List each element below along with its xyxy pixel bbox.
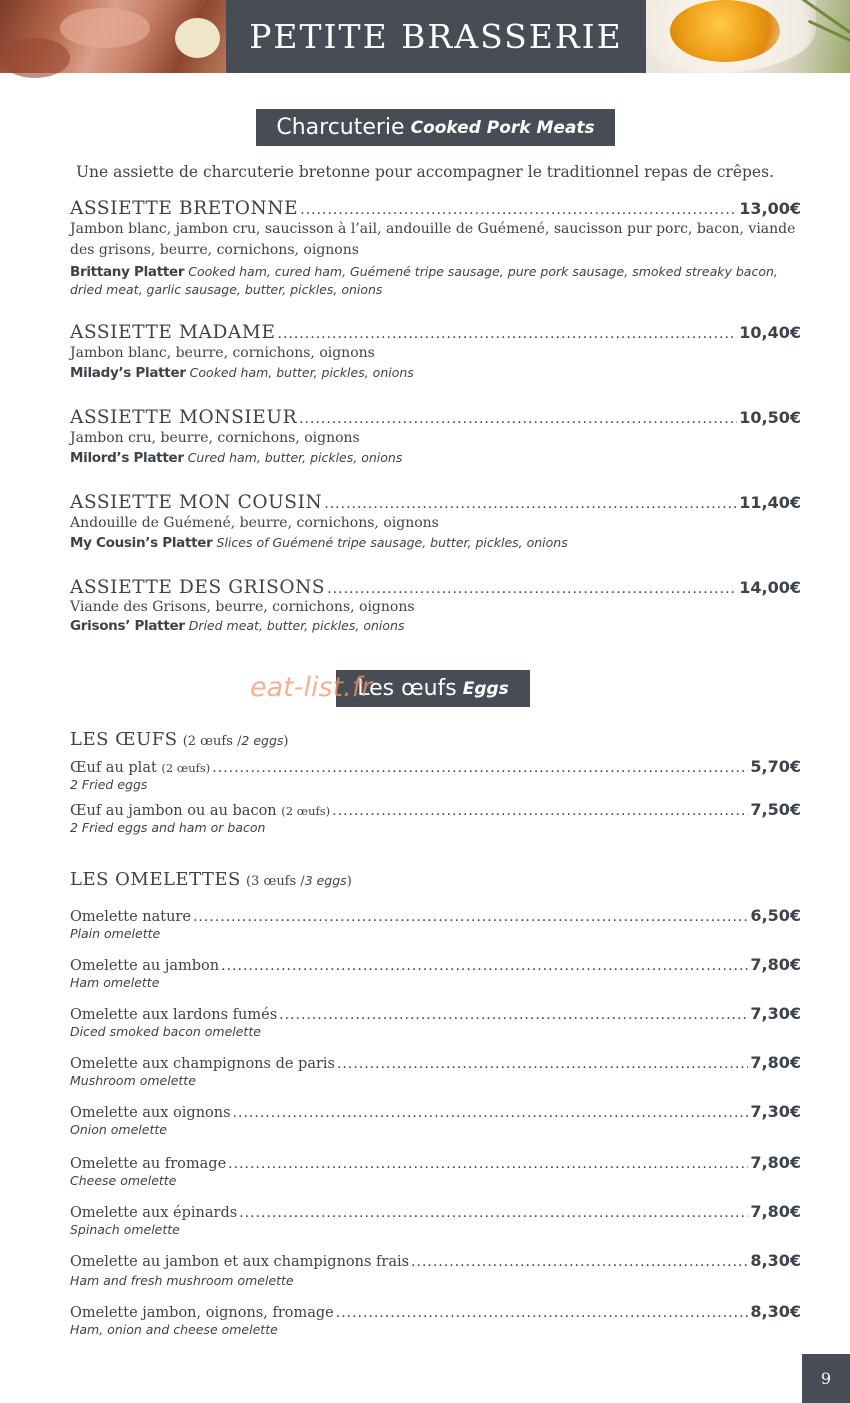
item-price: 7,80€	[750, 1202, 801, 1221]
menu-item	[70, 1302, 801, 1338]
item-translation: Diced smoked bacon omelette	[70, 1024, 261, 1039]
item-price: 13,00€	[739, 199, 801, 218]
item-description: Viande des Grisons, beurre, cornichons, oignons	[70, 599, 415, 615]
item-description: Andouille de Guémené, beurre, cornichons, oignons	[70, 515, 439, 531]
item-name: Omelette nature	[70, 909, 191, 925]
item-name: Omelette aux lardons fumés	[70, 1007, 278, 1023]
dot-leader	[337, 1056, 748, 1072]
dot-leader	[336, 1305, 749, 1321]
menu-item	[70, 757, 801, 793]
dot-leader	[327, 581, 737, 597]
section-title-fr: Charcuterie	[276, 115, 405, 140]
item-description-en: Slices of Guémené tripe sausage, butter, pickles, onions	[216, 535, 568, 550]
item-price: 7,50€	[750, 800, 801, 819]
menu-item	[70, 407, 801, 467]
menu-item	[70, 322, 801, 382]
item-name: Omelette au jambon et aux champignons frais	[70, 1254, 410, 1270]
dot-leader	[332, 803, 748, 819]
item-description-en: Cooked ham, butter, pickles, onions	[189, 365, 414, 380]
item-translation: Ham and fresh mushroom omelette	[70, 1273, 294, 1288]
menu-item	[70, 800, 801, 836]
item-translation	[70, 617, 801, 635]
item-price: 7,80€	[750, 955, 801, 974]
menu-item	[70, 1153, 801, 1189]
item-description: Jambon cru, beurre, cornichons, oignons	[70, 430, 360, 446]
subsection-heading-omelettes	[70, 869, 352, 890]
dot-leader	[221, 958, 748, 974]
item-name: Omelette aux oignons	[70, 1105, 231, 1121]
item-translation	[70, 364, 801, 382]
item-name-en: Grisons’ Platter	[70, 618, 185, 634]
item-translation: Plain omelette	[70, 926, 161, 941]
dot-leader	[233, 1105, 749, 1121]
butter-piece	[175, 18, 220, 58]
item-name: Omelette jambon, oignons, fromage	[70, 1305, 334, 1321]
sausage-slice	[0, 38, 70, 78]
item-price: 10,40€	[739, 323, 801, 342]
item-name: Œuf au plat (2 œufs)	[70, 760, 211, 776]
menu-item	[70, 1004, 801, 1040]
section-title-en: Cooked Pork Meats	[410, 117, 595, 138]
menu-item	[70, 1053, 801, 1089]
item-price: 7,30€	[750, 1004, 801, 1023]
menu-item	[70, 577, 801, 635]
item-price: 6,50€	[750, 906, 801, 925]
header	[0, 0, 850, 73]
dot-leader	[228, 1156, 748, 1172]
dot-leader	[278, 326, 738, 342]
item-price: 5,70€	[750, 757, 801, 776]
item-translation: Ham, onion and cheese omelette	[70, 1322, 278, 1337]
page-number: 9	[802, 1354, 850, 1403]
restaurant-title: PETITE BRASSERIE	[249, 17, 623, 56]
charcuterie-intro: Une assiette de charcuterie bretonne pour accompagner le traditionnel repas de crêpes.	[75, 163, 774, 181]
item-description: Jambon blanc, beurre, cornichons, oignons	[70, 345, 375, 361]
dot-leader	[324, 496, 737, 512]
item-price: 8,30€	[750, 1302, 801, 1321]
item-name: ASSIETTE MADAME	[70, 322, 276, 343]
item-price: 11,40€	[739, 493, 801, 512]
item-price: 7,80€	[750, 1053, 801, 1072]
item-translation: Spinach omelette	[70, 1222, 180, 1237]
item-price: 8,30€	[750, 1251, 801, 1270]
section-title-fr: Les œufs	[357, 676, 457, 701]
section-banner-charcuterie	[256, 109, 615, 146]
item-name-en: Milady’s Platter	[70, 365, 186, 381]
menu-item	[70, 906, 801, 942]
dot-leader	[193, 909, 748, 925]
dot-leader	[300, 202, 737, 218]
item-translation	[70, 534, 801, 552]
item-description-en: Cured ham, butter, pickles, onions	[187, 450, 403, 465]
menu-item	[70, 955, 801, 991]
item-name-en: My Cousin’s Platter	[70, 535, 213, 551]
item-price: 10,50€	[739, 408, 801, 427]
subsection-note: (2 œufs /2 eggs)	[182, 733, 289, 749]
item-translation: 2 Fried eggs and ham or bacon	[70, 820, 266, 835]
dot-leader	[239, 1205, 748, 1221]
dot-leader	[411, 1254, 748, 1270]
subsection-title: LES OMELETTES	[70, 869, 241, 890]
item-translation: 2 Fried eggs	[70, 777, 148, 792]
brand-banner	[226, 0, 646, 73]
egg-yolk	[670, 0, 780, 62]
item-price: 7,80€	[750, 1153, 801, 1172]
menu-item	[70, 1251, 801, 1289]
item-price: 7,30€	[750, 1102, 801, 1121]
item-name: ASSIETTE MONSIEUR	[70, 407, 298, 428]
item-name: Omelette au jambon	[70, 958, 220, 974]
item-name: ASSIETTE MON COUSIN	[70, 492, 323, 513]
item-name: Œuf au jambon ou au bacon (2 œufs)	[70, 803, 331, 819]
charcuterie-photo	[0, 0, 226, 73]
dot-leader	[212, 760, 748, 776]
item-translation: Ham omelette	[70, 975, 160, 990]
item-description: Jambon blanc, jambon cru, saucisson à l’ail, andouille de Guémené, saucisson pur porc, bacon, viande des grisons, beurre, cornichons, oignons	[70, 221, 796, 258]
subsection-title: LES ŒUFS	[70, 729, 178, 750]
item-name: Omelette au fromage	[70, 1156, 227, 1172]
item-translation: Onion omelette	[70, 1122, 167, 1137]
item-description-en: Cooked ham, cured ham, Guémené tripe sausage, pure pork sausage, smoked streaky bacon, dried meat, garlic sausage, butter, pickles, onions	[70, 264, 778, 297]
menu-item	[70, 1202, 801, 1238]
item-name: ASSIETTE DES GRISONS	[70, 577, 326, 598]
item-translation: Cheese omelette	[70, 1173, 177, 1188]
item-name: Omelette aux épinards	[70, 1205, 238, 1221]
menu-item	[70, 1102, 801, 1138]
egg-photo	[646, 0, 850, 73]
item-translation: Mushroom omelette	[70, 1073, 196, 1088]
menu-item	[70, 492, 801, 552]
item-name: Omelette aux champignons de paris	[70, 1056, 335, 1072]
ham-slice	[60, 8, 150, 48]
section-title-en: Eggs	[462, 678, 509, 699]
item-name-en: Milord’s Platter	[70, 450, 184, 466]
item-translation	[70, 263, 801, 299]
dot-leader	[279, 1007, 748, 1023]
dot-leader	[299, 411, 737, 427]
subsection-note: (3 œufs /3 eggs)	[245, 873, 352, 889]
menu-item	[70, 198, 801, 299]
item-price: 14,00€	[739, 578, 801, 597]
item-name: ASSIETTE BRETONNE	[70, 198, 299, 219]
item-description-en: Dried meat, butter, pickles, onions	[188, 618, 405, 633]
item-translation	[70, 449, 801, 467]
item-name-en: Brittany Platter	[70, 264, 185, 280]
subsection-heading-eggs	[70, 729, 288, 750]
watermark: eat-list.fr	[250, 672, 373, 703]
